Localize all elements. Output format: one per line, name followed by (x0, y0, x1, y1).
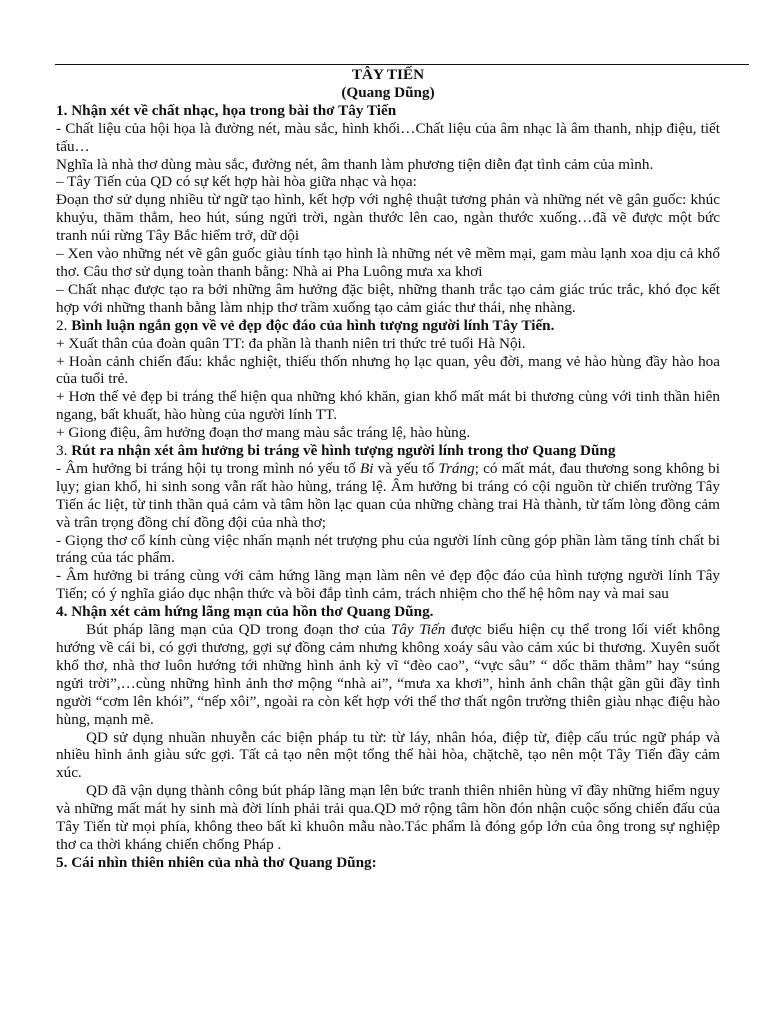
section-4-number: 4. (56, 603, 72, 621)
section-3-para-2: - Giọng thơ cổ kính cùng việc nhấn mạnh nét trượng phu của người lính cũng góp phần làm tăng tính chất bi tráng của tác phẩm. (56, 531, 720, 567)
section-1-para-2: Nghĩa là nhà thơ dùng màu sắc, đường nét, âm thanh làm phương tiện diễn đạt tình cảm của mình. (56, 155, 654, 173)
s3p1-text-c: và yếu tố (373, 459, 439, 477)
doc-title: TÂY TIẾN (351, 66, 425, 83)
section-4-para-1 (56, 621, 720, 728)
section-2-number: 2. (56, 316, 72, 334)
s3p1-text-e: ; có mất mát, đau thương song không bi lụy; gian khổ, hi sinh song vẫn rất hào hùng, tráng lệ. Âm hưởng bi tráng có cội nguồn từ chiến trường Tây Tiến ác liệt, từ tinh thần quả cảm và tâm hồn lạc quan của những chàng trai Hà thành, từ tấm lòng đồng cảm và trân trọng đồng chí đồng đội của nhà thơ; (56, 459, 720, 531)
section-2-heading-text: Bình luận ngắn gọn về vẻ đẹp độc đáo của hình tượng người lính Tây Tiến. (71, 316, 555, 334)
s3p1-text-a: - Âm hưởng bi tráng hội tụ trong mình nó yếu tố (56, 459, 360, 477)
section-1-para-6: – Chất nhạc được tạo ra bởi những âm hưởng đặc biệt, những thanh trắc tạo cảm giác trúc trắc, khó đọc kết hợp với những thanh bằng làm nhịp thơ trầm xuống tạo cảm giác thư thái, nhẹ nhàng. (56, 280, 720, 316)
section-2-para-2: + Hoàn cảnh chiến đấu: khắc nghiệt, thiếu thốn nhưng họ lạc quan, yêu đời, mang vẻ hào hùng đầy hào hoa của tuổi trẻ. (56, 352, 720, 388)
section-1-heading: 1. Nhận xét về chất nhạc, họa trong bài thơ Tây Tiến (56, 101, 397, 119)
section-5-heading: 5. Cái nhìn thiên nhiên của nhà thơ Quang Dũng: (56, 853, 377, 871)
section-4-heading (56, 603, 720, 621)
s4p1-italic-tay-tien: Tây Tiến (390, 621, 446, 639)
section-3-para-3: - Âm hưởng bi tráng cùng với cảm hứng lãng mạn làm nên vẻ đẹp độc đáo của hình tượng người lính Tây Tiến; có ý nghĩa giáo dục nhận thức và bồi đắp tình cảm, trách nhiệm cho thế hệ hôm nay và mai sau (56, 567, 720, 603)
section-2-para-1: + Xuất thân của đoàn quân TT: đa phần là thanh niên tri thức trẻ tuổi Hà Nội. (56, 334, 526, 352)
section-1-para-3: – Tây Tiến của QD có sự kết hợp hài hòa giữa nhạc và họa: (56, 173, 417, 191)
document-body (56, 66, 720, 872)
section-3-heading (56, 442, 720, 460)
s4p1-text-a: Bút pháp lãng mạn của QD trong đoạn thơ của (86, 621, 391, 639)
section-4-heading-text: Nhận xét cảm hứng lãng mạn của hồn thơ Quang Dũng. (71, 603, 434, 621)
top-rule (55, 64, 749, 65)
s3p1-italic-trang: Tráng (438, 459, 475, 477)
section-1-para-5: – Xen vào những nét vẽ gân guốc giàu tính tạo hình là những nét vẽ mềm mại, gam màu lạnh xoa dịu cả khổ thơ. Câu thơ sử dụng toàn thanh bằng: Nhà ai Pha Luông mưa xa khơi (56, 245, 720, 280)
s4p1-text-c: được biểu hiện cụ thể trong lối viết không hướng về cái bi, có gợi thương, gợi sự đồng cảm nhưng không xoáy sâu vào cảm xúc bi thương. Xuyên suốt khổ thơ, nhà thơ luôn hướng tới những hình ảnh kỳ vĩ “đèo cao”, “vực sâu” “ dốc thăm thẳm” hay “súng ngửi trời”,…cùng những hình ảnh thơ mộng “nhà ai”, “mưa xa khơi”, hình ảnh chân thật gần gũi đầy tình người “cơm lên khói”, “nếp xôi”, ngoài ra còn kết hợp với thể thơ thất ngôn trường thiên giàu nhạc điệu hào hùng, mạnh mẽ. (56, 621, 721, 728)
section-3-heading-text: Rút ra nhận xét âm hưởng bi tráng về hình tượng người lính trong thơ Quang Dũng (71, 442, 616, 460)
section-1-para-1: - Chất liệu của hội họa là đường nét, màu sắc, hình khối…Chất liệu của âm nhạc là âm thanh, nhịp điệu, tiết tấu… (56, 119, 720, 155)
doc-author: (Quang Dũng) (341, 83, 435, 101)
section-4-para-2: QD sử dụng nhuần nhuyễn các biện pháp tu từ: từ láy, nhân hóa, điệp từ, điệp cấu trúc ngữ pháp và nhiều hình ảnh giàu sức gợi. Tất cả tạo nên một tổng thể hài hòa, chặtchẽ, tạo nên một Tây Tiến đầy cảm xúc. (56, 728, 720, 782)
section-4-para-3: QD đã vận dụng thành công bút pháp lãng mạn lên bức tranh thiên nhiên hùng vĩ đầy những hiểm nguy và những mất mát hy sinh mà đời lính phải trải qua.QD mở rộng tâm hồn đón nhận cuộc sống chiến đấu của Tây Tiến từ mọi phía, không theo bất kì khuôn mẫu nào.Tác phẩm là đóng góp lớn của ông trong sự nghiệp thơ ca thời kháng chiến chống Pháp . (56, 782, 720, 853)
section-3-para-1 (56, 460, 720, 532)
section-2-heading (56, 317, 720, 335)
section-2-para-4: + Giong điệu, âm hưởng đoạn thơ mang màu sắc tráng lệ, hào hùng. (56, 424, 471, 442)
section-1-para-4: Đoạn thơ sử dụng nhiều từ ngữ tạo hình, kết hợp với nghệ thuật tương phản và những nét vẽ gân guốc: khúc khuỷu, thăm thẳm, heo hút, súng ngửi trời, ngàn thước lên cao, ngàn thước xuống…đã vẽ được một bức tranh núi rừng Tây Bắc hiểm trở, dữ dội (56, 191, 720, 245)
section-3-number: 3. (56, 442, 72, 460)
s3p1-italic-bi: Bi (359, 459, 374, 477)
section-2-para-3: + Hơn thế vẻ đẹp bi tráng thể hiện qua những khó khăn, gian khổ mất mát bi thương cùng với tinh thần hiên ngang, bất khuất, hào hùng của người lính TT. (56, 388, 720, 424)
